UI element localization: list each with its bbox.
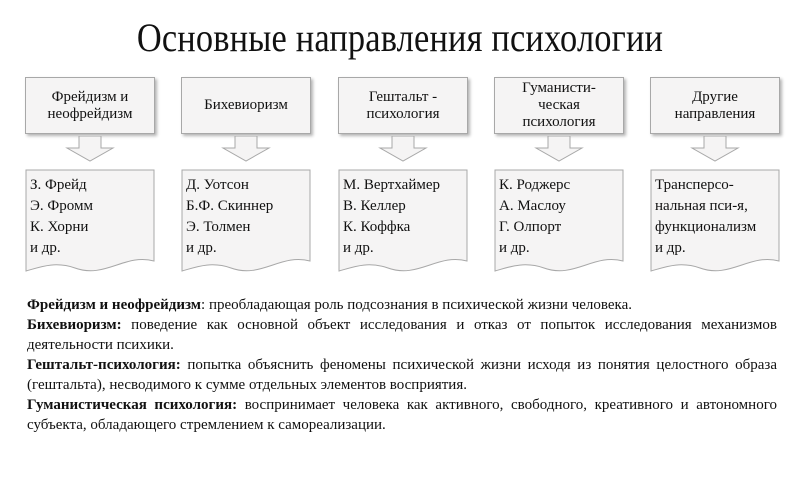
down-arrow-icon — [378, 136, 428, 162]
header-label: Фрейдизм и неофрейдизм — [47, 88, 133, 122]
list-item: К. Коффка — [343, 219, 411, 235]
list-item: Э. Толмен — [186, 219, 251, 235]
names-document — [181, 169, 311, 273]
down-arrow-icon — [65, 136, 115, 162]
header-label: Гештальт - психология — [366, 88, 440, 122]
names-list — [30, 175, 93, 259]
list-item: Трансперсо- — [655, 177, 734, 193]
description-term: Гуманистическая психология: — [27, 397, 238, 413]
list-item: К. Хорни — [30, 219, 89, 235]
description-term: Бихевиоризм: — [27, 317, 122, 333]
list-item: Э. Фромм — [30, 198, 93, 214]
header-box — [494, 77, 624, 134]
names-list — [343, 175, 440, 259]
header-box — [650, 77, 780, 134]
list-item: и др. — [343, 240, 374, 256]
description-text: попытка объяснить феномены психической жизни исходя из понятия целостного образа (гештальта), несводимого к сумме отдельных элементов восприятия. — [27, 357, 777, 393]
description-text: поведение как основной объект исследования и отказ от попыток исследования механизмов деятельности психики. — [27, 317, 777, 353]
names-list — [186, 175, 273, 259]
list-item: нальная пси-я, — [655, 198, 748, 214]
header-box — [25, 77, 155, 134]
list-item: и др. — [186, 240, 217, 256]
list-item: и др. — [499, 240, 530, 256]
description-humanistic — [27, 395, 777, 435]
description-text: воспринимает человека как активного, свободного, креативного и автономного субъекта, обладающего стремлением к самореализации. — [27, 397, 777, 433]
down-arrow-icon — [534, 136, 584, 162]
names-document — [494, 169, 624, 273]
description-behaviorism — [27, 315, 777, 355]
list-item: З. Фрейд — [30, 177, 87, 193]
header-label: Гуманисти- ческая психология — [522, 80, 596, 130]
header-label: Бихевиоризм — [204, 97, 288, 113]
descriptions — [27, 295, 777, 435]
description-freudism — [27, 295, 777, 315]
names-document — [650, 169, 780, 273]
list-item: К. Роджерс — [499, 177, 571, 193]
list-item: Д. Уотсон — [186, 177, 249, 193]
header-label: Другие направления — [674, 88, 756, 122]
description-gestalt — [27, 355, 777, 395]
description-term: Гештальт-психология: — [27, 357, 181, 373]
header-box — [181, 77, 311, 134]
column-behaviorism — [181, 77, 311, 277]
list-item: В. Келлер — [343, 198, 406, 214]
description-term: Фрейдизм и неофрейдизм — [27, 297, 202, 313]
list-item: Б.Ф. Скиннер — [186, 198, 274, 214]
column-gestalt — [338, 77, 468, 277]
list-item: и др. — [30, 240, 61, 256]
list-item: А. Маслоу — [499, 198, 566, 214]
down-arrow-icon — [221, 136, 271, 162]
description-text: преобладающая роль подсознания в психической жизни человека. — [205, 297, 633, 313]
description-separator: : — [201, 297, 206, 313]
page-title: Основные направления психологии — [136, 15, 664, 60]
list-item: и др. — [655, 240, 686, 256]
list-item: Г. Олпорт — [499, 219, 562, 235]
names-list — [655, 175, 756, 259]
names-list — [499, 175, 570, 259]
list-item: функционализм — [655, 219, 757, 235]
list-item: М. Вертхаймер — [343, 177, 440, 193]
names-document — [25, 169, 155, 273]
down-arrow-icon — [690, 136, 740, 162]
header-box — [338, 77, 468, 134]
column-other — [650, 77, 780, 277]
names-document — [338, 169, 468, 273]
column-freudism — [25, 77, 155, 277]
column-humanistic — [494, 77, 624, 277]
